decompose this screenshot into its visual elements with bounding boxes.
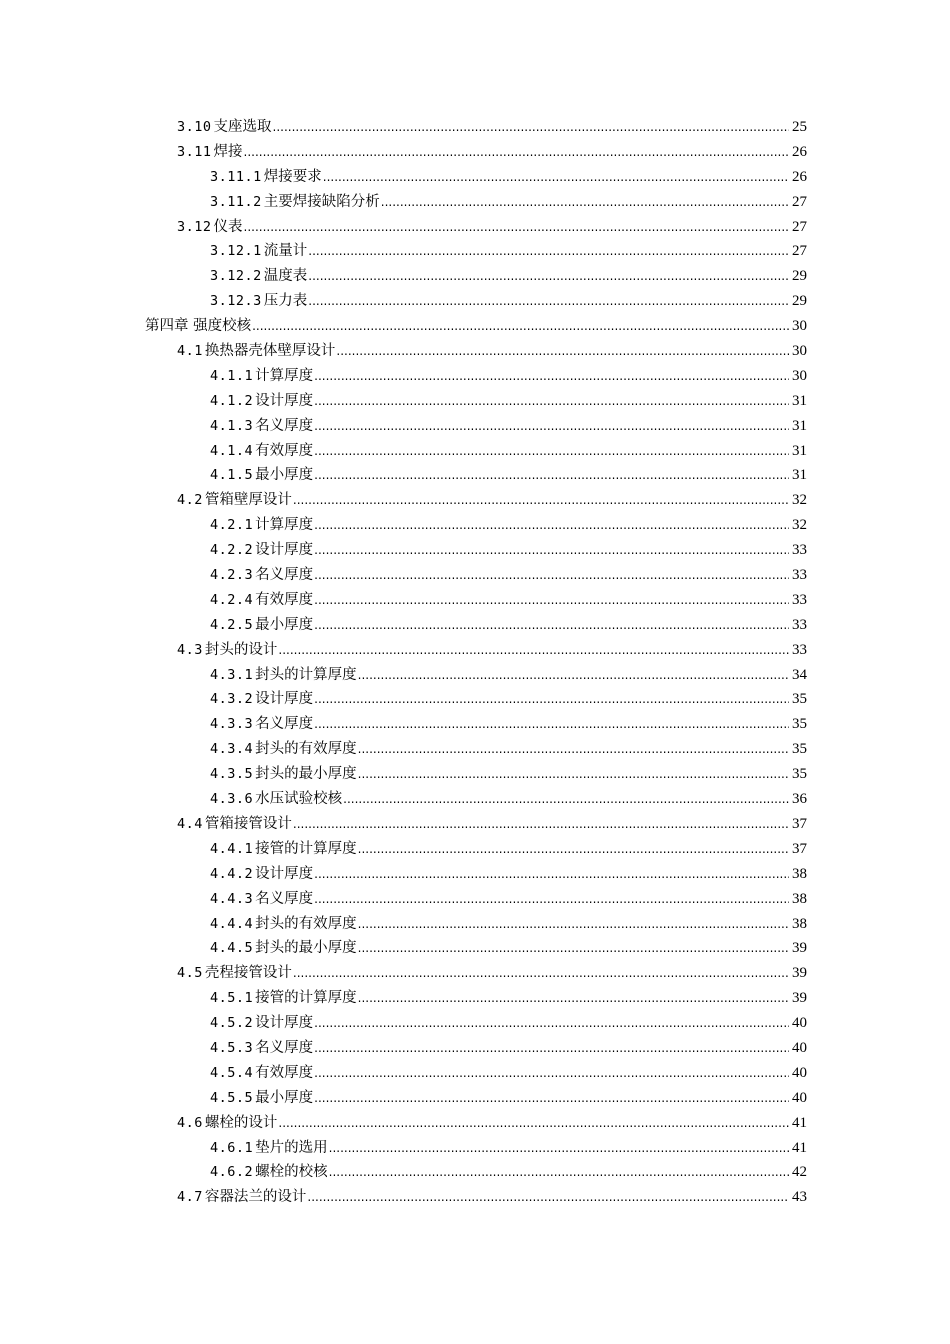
toc-entry[interactable]: [177, 812, 807, 837]
toc-section-title: 仪表: [213, 218, 243, 235]
toc-section-number: 4.2.2: [210, 542, 254, 559]
toc-section-number: 3.12.2: [210, 268, 262, 285]
toc-section-title: 换热器壳体壁厚设计: [204, 343, 336, 360]
toc-section-number: 4.3.2: [210, 691, 254, 708]
toc-page-number: 33: [792, 591, 807, 608]
toc-entry[interactable]: [210, 239, 807, 264]
toc-section-title: 主要焊接缺陷分析: [263, 193, 380, 210]
toc-entry[interactable]: [210, 1086, 807, 1111]
toc-entry[interactable]: [210, 787, 807, 812]
toc-dot-leader: [307, 1185, 789, 1210]
toc-page-number: 43: [792, 1189, 807, 1206]
toc-page-number: 40: [792, 1064, 807, 1081]
toc-section-number: 4.4.5: [210, 940, 254, 957]
toc-section-number: 4.7: [177, 1189, 203, 1206]
toc-page-number: 42: [792, 1164, 807, 1181]
toc-section-title: 封头的有效厚度: [255, 915, 357, 932]
toc-dot-leader: [293, 488, 789, 513]
toc-dot-leader: [314, 613, 789, 638]
toc-dot-leader: [244, 140, 789, 165]
toc-dot-leader: [358, 986, 789, 1011]
toc-page-number: 38: [792, 890, 807, 907]
toc-section-title: 最小厚度: [255, 1089, 314, 1106]
toc-entry[interactable]: [177, 1111, 807, 1136]
toc-section-number: 4.2.1: [210, 517, 254, 534]
toc-entry[interactable]: [210, 165, 807, 190]
toc-section-number: 3.11: [177, 143, 212, 160]
toc-entry[interactable]: [210, 1136, 807, 1161]
toc-section-title: 焊接要求: [263, 168, 322, 185]
toc-page-number: 40: [792, 1089, 807, 1106]
toc-entry[interactable]: [210, 439, 807, 464]
toc-section-number: 4.4.2: [210, 865, 254, 882]
toc-section-title: 封头的计算厚度: [255, 666, 357, 683]
toc-section-number: 4.1.2: [210, 392, 254, 409]
toc-section-number: 4.2: [177, 492, 203, 509]
toc-section-number: 3.12.3: [210, 293, 262, 310]
toc-entry[interactable]: [210, 1036, 807, 1061]
toc-page-number: 37: [792, 815, 807, 832]
toc-section-title: 螺栓的设计: [204, 1114, 278, 1131]
toc-dot-leader: [381, 190, 789, 215]
toc-page-number: 29: [792, 293, 807, 310]
toc-page-number: 35: [792, 766, 807, 783]
toc-entry[interactable]: [210, 912, 807, 937]
toc-dot-leader: [314, 1061, 789, 1086]
toc-section-number: 3.11.2: [210, 193, 262, 210]
toc-page-number: 33: [792, 641, 807, 658]
toc-entry[interactable]: [177, 140, 807, 165]
toc-section-number: 4.3.5: [210, 766, 254, 783]
toc-section-number: 4.3.6: [210, 791, 254, 808]
toc-entry[interactable]: [177, 115, 807, 140]
toc-section-title: 设计厚度: [255, 542, 314, 559]
toc-page-number: 33: [792, 567, 807, 584]
toc-page-number: 26: [792, 143, 807, 160]
toc-dot-leader: [314, 414, 789, 439]
toc-section-title: 名义厚度: [255, 417, 314, 434]
toc-dot-leader: [314, 439, 789, 464]
toc-dot-leader: [314, 513, 789, 538]
toc-section-title: 封头的最小厚度: [255, 766, 357, 783]
toc-entry[interactable]: [177, 339, 807, 364]
toc-entry[interactable]: [210, 862, 807, 887]
toc-section-number: 4.6: [177, 1114, 203, 1131]
toc-section-number: 4.6.1: [210, 1139, 254, 1156]
toc-section-title: 设计厚度: [255, 1015, 314, 1032]
toc-entry[interactable]: [210, 513, 807, 538]
toc-dot-leader: [314, 687, 789, 712]
toc-page-number: 41: [792, 1114, 807, 1131]
toc-page-number: 31: [792, 417, 807, 434]
toc-section-title: 温度表: [263, 268, 308, 285]
toc-page-number: 40: [792, 1039, 807, 1056]
toc-section-title: 计算厚度: [255, 517, 314, 534]
toc-section-title: 设计厚度: [255, 691, 314, 708]
toc-section-number: 4.1.3: [210, 417, 254, 434]
toc-section-title: 压力表: [263, 293, 308, 310]
toc-section-title: 设计厚度: [255, 392, 314, 409]
toc-entry[interactable]: [210, 712, 807, 737]
toc-dot-leader: [308, 239, 789, 264]
toc-page-number: 31: [792, 392, 807, 409]
toc-section-title: 支座选取: [213, 119, 272, 135]
toc-page-number: 39: [792, 940, 807, 957]
toc-dot-leader: [293, 961, 789, 986]
toc-entry[interactable]: [177, 215, 807, 240]
toc-dot-leader: [314, 1036, 789, 1061]
toc-section-number: 4.1: [177, 343, 203, 360]
toc-page-number: 29: [792, 268, 807, 285]
toc-entry[interactable]: [177, 488, 807, 513]
toc-section-number: 4.3.1: [210, 666, 254, 683]
toc-dot-leader: [314, 1011, 789, 1036]
toc-page-number: 40: [792, 1015, 807, 1032]
toc-section-title: 名义厚度: [255, 890, 314, 907]
toc-page-number: 37: [792, 840, 807, 857]
toc-page-number: 25: [792, 119, 807, 135]
toc-page-number: 38: [792, 865, 807, 882]
toc-dot-leader: [314, 364, 789, 389]
toc-entry[interactable]: [210, 463, 807, 488]
toc-section-number: 4.1.1: [210, 367, 254, 384]
toc-dot-leader: [314, 389, 789, 414]
toc-page-number: 35: [792, 691, 807, 708]
toc-entry[interactable]: [210, 936, 807, 961]
toc-entry[interactable]: [210, 563, 807, 588]
toc-entry[interactable]: [210, 737, 807, 762]
toc-section-title: 螺栓的校核: [255, 1164, 328, 1181]
toc-page-number: 27: [792, 193, 807, 210]
toc-entry[interactable]: [177, 961, 807, 986]
toc-section-title: 名义厚度: [255, 567, 314, 584]
toc-section-title: 容器法兰的设计: [204, 1189, 307, 1206]
toc-section-number: 4.5.5: [210, 1089, 254, 1106]
toc-dot-leader: [358, 936, 789, 961]
toc-dot-leader: [358, 663, 789, 688]
toc-section-number: 3.11.1: [210, 168, 262, 185]
toc-section-number: 4.5.1: [210, 990, 254, 1007]
toc-entry[interactable]: [210, 663, 807, 688]
toc-section-title: 壳程接管设计: [204, 965, 292, 982]
toc-dot-leader: [314, 563, 789, 588]
toc-entry[interactable]: [210, 887, 807, 912]
toc-section-title: 管箱接管设计: [204, 815, 292, 832]
toc-dot-leader: [314, 1086, 789, 1111]
toc-section-number: 3.12.1: [210, 243, 262, 260]
toc-section-title: 焊接: [213, 143, 243, 160]
toc-section-title: 垫片的选用: [255, 1139, 328, 1156]
toc-dot-leader: [314, 712, 789, 737]
toc-entry[interactable]: [210, 687, 807, 712]
toc-section-title: 设计厚度: [255, 865, 314, 882]
toc-entry[interactable]: [210, 190, 807, 215]
toc-dot-leader: [308, 289, 789, 314]
toc-section-number: 4.4.1: [210, 840, 254, 857]
toc-entry[interactable]: [210, 588, 807, 613]
toc-entry[interactable]: [177, 638, 807, 663]
toc-dot-leader: [244, 215, 789, 240]
toc-section-number: 4.3.3: [210, 716, 254, 733]
toc-section-number: 4.5: [177, 965, 203, 982]
toc-dot-leader: [278, 638, 789, 663]
toc-dot-leader: [336, 339, 789, 364]
toc-section-number: 4.4: [177, 815, 203, 832]
toc-section-number: 4.1.5: [210, 467, 254, 484]
toc-section-title: 最小厚度: [255, 616, 314, 633]
toc-page-number: 32: [792, 517, 807, 534]
toc-section-title: 计算厚度: [255, 367, 314, 384]
toc-section-number: 3.10: [177, 119, 212, 135]
toc-page-number: 31: [792, 467, 807, 484]
toc-page-number: 39: [792, 965, 807, 982]
toc-page-number: 30: [792, 318, 807, 335]
toc-section-title: 流量计: [263, 243, 308, 260]
toc-page-number: 26: [792, 168, 807, 185]
toc-page-number: 34: [792, 666, 807, 683]
toc-section-title: 封头的设计: [204, 641, 278, 658]
toc-entry[interactable]: [210, 613, 807, 638]
toc-entry[interactable]: [210, 1061, 807, 1086]
toc-page-number: 41: [792, 1139, 807, 1156]
toc-page-number: 33: [792, 616, 807, 633]
toc-entry[interactable]: [210, 538, 807, 563]
toc-page-number: 39: [792, 990, 807, 1007]
toc-entry[interactable]: [210, 414, 807, 439]
toc-section-title: 名义厚度: [255, 1039, 314, 1056]
toc-entry[interactable]: [177, 1185, 807, 1210]
toc-page-number: 35: [792, 741, 807, 758]
toc-dot-leader: [343, 787, 789, 812]
toc-dot-leader: [314, 463, 789, 488]
toc-page-number: 27: [792, 243, 807, 260]
toc-section-number: 4.4.4: [210, 915, 254, 932]
toc-entry[interactable]: [210, 289, 807, 314]
toc-entry[interactable]: [210, 364, 807, 389]
toc-entry[interactable]: [210, 762, 807, 787]
toc-section-title: 封头的最小厚度: [255, 940, 357, 957]
toc-dot-leader: [329, 1136, 789, 1161]
toc-section-number: 4.5.2: [210, 1015, 254, 1032]
toc-page-number: 32: [792, 492, 807, 509]
toc-section-number: 4.2.5: [210, 616, 254, 633]
toc-section-title: 管箱壁厚设计: [204, 492, 292, 509]
toc-page-number: 30: [792, 367, 807, 384]
toc-dot-leader: [358, 912, 789, 937]
toc-page-number: 30: [792, 343, 807, 360]
toc-section-number: 4.3.4: [210, 741, 254, 758]
toc-page-number: 33: [792, 542, 807, 559]
toc-section-title: 水压试验校核: [255, 791, 343, 808]
toc-entry[interactable]: [210, 986, 807, 1011]
toc-section-number: 4.3: [177, 641, 203, 658]
toc-entry[interactable]: [145, 314, 807, 339]
toc-section-title: 有效厚度: [255, 591, 314, 608]
toc-section-title: 封头的有效厚度: [255, 741, 357, 758]
toc-section-number: 4.5.3: [210, 1039, 254, 1056]
toc-page-number: 31: [792, 442, 807, 459]
toc-page-number: 36: [792, 791, 807, 808]
toc-section-number: 4.4.3: [210, 890, 254, 907]
toc-dot-leader: [323, 165, 789, 190]
toc-dot-leader: [293, 812, 789, 837]
toc-section-title: 接管的计算厚度: [255, 840, 357, 857]
toc-page-number: 27: [792, 218, 807, 235]
table-of-contents: [0, 115, 950, 1210]
toc-section-title: 第四章 强度校核: [145, 318, 252, 335]
toc-dot-leader: [314, 538, 789, 563]
toc-entry[interactable]: [210, 1160, 807, 1185]
toc-dot-leader: [308, 264, 789, 289]
toc-section-title: 最小厚度: [255, 467, 314, 484]
toc-section-number: 3.12: [177, 218, 212, 235]
toc-section-number: 4.2.4: [210, 591, 254, 608]
toc-dot-leader: [314, 588, 789, 613]
toc-section-number: 4.6.2: [210, 1164, 254, 1181]
toc-dot-leader: [273, 115, 789, 140]
toc-section-number: 4.1.4: [210, 442, 254, 459]
toc-entry[interactable]: [210, 389, 807, 414]
toc-dot-leader: [358, 837, 789, 862]
toc-dot-leader: [278, 1111, 789, 1136]
toc-page-number: 35: [792, 716, 807, 733]
toc-section-title: 接管的计算厚度: [255, 990, 357, 1007]
toc-dot-leader: [358, 737, 789, 762]
toc-page-number: 38: [792, 915, 807, 932]
toc-dot-leader: [358, 762, 789, 787]
toc-dot-leader: [252, 314, 789, 339]
toc-section-title: 有效厚度: [255, 442, 314, 459]
toc-dot-leader: [329, 1160, 789, 1185]
toc-entry[interactable]: [210, 1011, 807, 1036]
toc-entry[interactable]: [210, 837, 807, 862]
toc-section-number: 4.2.3: [210, 567, 254, 584]
toc-section-title: 名义厚度: [255, 716, 314, 733]
toc-dot-leader: [314, 862, 789, 887]
toc-dot-leader: [314, 887, 789, 912]
toc-entry[interactable]: [210, 264, 807, 289]
toc-section-number: 4.5.4: [210, 1064, 254, 1081]
toc-section-title: 有效厚度: [255, 1064, 314, 1081]
